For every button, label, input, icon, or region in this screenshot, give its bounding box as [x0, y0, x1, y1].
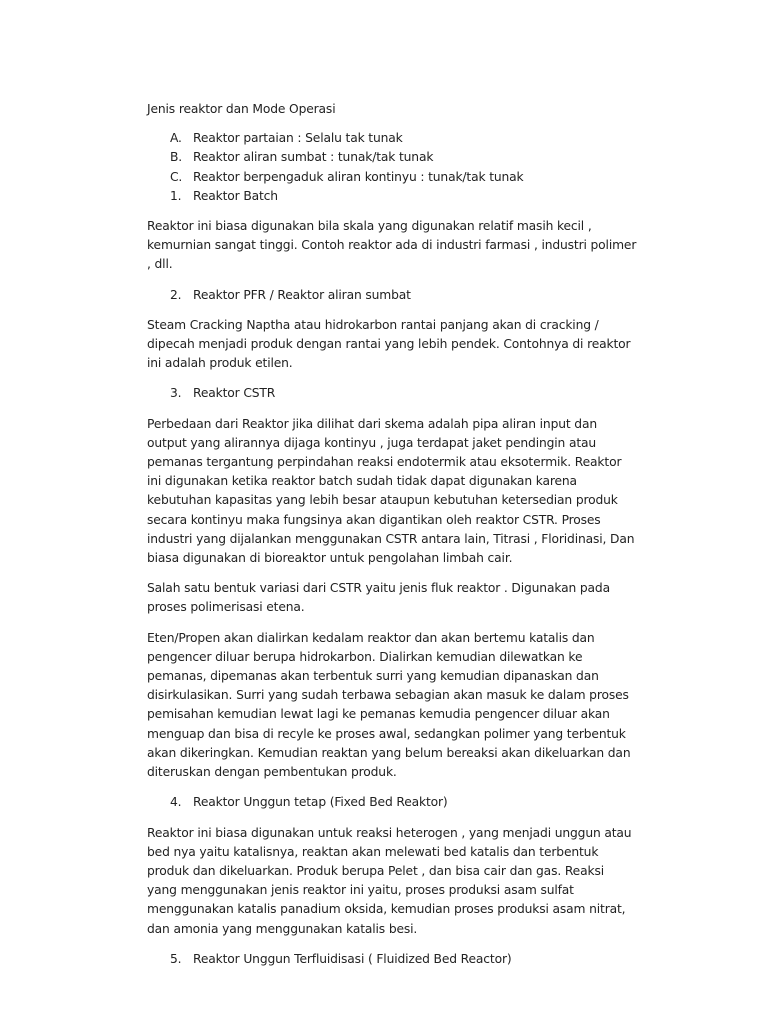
section-heading-text: Reaktor Unggun tetap (Fixed Bed Reaktor)	[193, 795, 448, 810]
section-heading-text: Reaktor CSTR	[193, 386, 276, 401]
list-item-text: Reaktor partaian : Selalu tak tunak	[193, 131, 403, 146]
fixed-bed-description: Reaktor ini biasa digunakan untuk reaksi heterogen , yang menjadi unggun atau bed nya yaitu katalisnya, reaktan akan melewati bed katalis dan terbentuk produk dan dikeluarkan. Produk berupa Pelet , dan bisa cair dan gas. Reaksi yang menggunakan jenis reaktor ini yaitu, proses produksi asam sulfat menggunakan katalis panadium oksida, kemudian proses produksi asam nitrat, dan amonia yang menggunakan katalis besi.	[147, 825, 632, 936]
list-marker: B.	[170, 150, 183, 165]
document-title: Jenis reaktor dan Mode Operasi	[147, 102, 336, 116]
list-item	[147, 168, 637, 187]
list-item	[147, 148, 637, 167]
list-marker: A.	[170, 131, 182, 146]
section-heading-fluidized-bed	[147, 950, 637, 969]
list-item-text: Reaktor Batch	[193, 188, 278, 203]
cstr-process-description: Eten/Propen akan dialirkan kedalam reaktor dan akan bertemu katalis dan pengencer diluar berupa hidrokarbon. Dialirkan kemudian dilewatkan ke pemanas, dipemanas akan terbentuk surri yang kemudian dipanaskan dan disirkulasikan. Surri yang sudah terbawa sebagian akan masuk ke dalam proses pemisahan kemudian lewat lagi ke pemanas kemudia pengencer diluar akan menguap dan bisa di recyle ke proses awal, sedangkan polimer yang terbentuk akan dikeringkan. Kemudian reaktan yang belum bereaksi akan dikeluarkan dan diteruskan dengan pembentukan produk.	[147, 630, 631, 780]
section-marker: 5.	[170, 951, 182, 966]
pfr-description: Steam Cracking Naptha atau hidrokarbon rantai panjang akan di cracking / dipecah menjadi produk dengan rantai yang lebih pendek. Contohnya di reaktor ini adalah produk etilen.	[147, 317, 631, 371]
list-item-text: Reaktor berpengaduk aliran kontinyu : tunak/tak tunak	[193, 169, 524, 184]
batch-description: Reaktor ini biasa digunakan bila skala yang digunakan relatif masih kecil , kemurnian sangat tinggi. Contoh reaktor ada di industri farmasi , industri polimer , dll.	[147, 219, 637, 272]
list-marker: C.	[170, 169, 183, 184]
section-heading-fixed-bed	[147, 793, 637, 812]
section-marker: 3.	[170, 386, 182, 401]
section-heading-pfr	[147, 286, 637, 305]
list-item	[147, 129, 637, 148]
list-marker: 1.	[170, 188, 182, 203]
cstr-description: Perbedaan dari Reaktor jika dilihat dari skema adalah pipa aliran input dan output yang alirannya dijaga kontinyu , juga terdapat jaket pendingin atau pemanas tergantung perpindahan reaksi endotermik atau eksotermik. Reaktor ini digunakan ketika reaktor batch sudah tidak dapat digunakan karena kebutuhan kapasitas yang lebih besar ataupun kebutuhan ketersedian produk secara kontinyu maka fungsinya akan digantikan oleh reaktor CSTR. Proses industri yang dijalankan menggunakan CSTR antara lain, Titrasi , Floridinasi, Dan biasa digunakan di bioreaktor untuk pengolahan limbah cair.	[147, 416, 635, 566]
list-item	[147, 187, 637, 206]
section-heading-cstr	[147, 384, 637, 403]
section-heading-text: Reaktor PFR / Reaktor aliran sumbat	[193, 287, 411, 302]
cstr-variation-description: Salah satu bentuk variasi dari CSTR yaitu jenis fluk reaktor . Digunakan pada proses polimerisasi etena.	[147, 581, 610, 615]
document-page	[147, 100, 637, 980]
reactor-type-list	[147, 129, 637, 206]
section-heading-text: Reaktor Unggun Terfluidisasi ( Fluidized Bed Reactor)	[193, 951, 512, 966]
section-marker: 2.	[170, 287, 182, 302]
section-marker: 4.	[170, 795, 182, 810]
list-item-text: Reaktor aliran sumbat : tunak/tak tunak	[193, 150, 434, 165]
